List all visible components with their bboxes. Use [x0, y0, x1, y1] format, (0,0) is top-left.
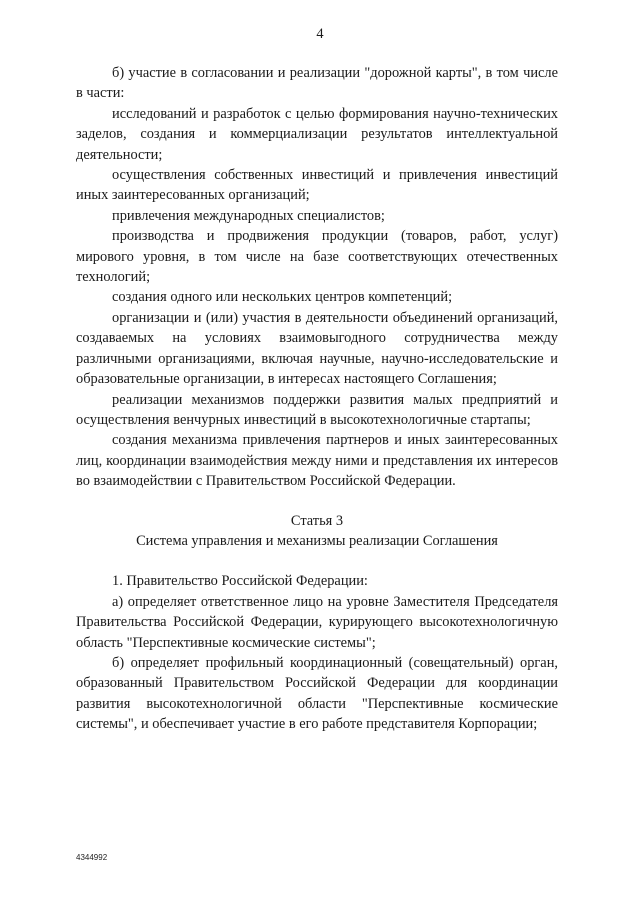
paragraph-partners: создания механизма привлечения партнеров и иных заинтересованных лиц, координации взаимодействия между ними и представления их интересов во взаимодействии с Правительством Российской Федерации.: [76, 432, 558, 490]
paragraph-production: производства и продвижения продукции (товаров, работ, услуг) мирового уровня, в том числе на базе соответствующих отечественных технологий;: [76, 228, 558, 286]
paragraph-specialists: привлечения международных специалистов;: [112, 207, 385, 224]
paragraph-b-participation: б) участие в согласовании и реализации "дорожной карты", в том числе в части:: [76, 65, 558, 102]
paragraph-b-coordination-body: б) определяет профильный координационный (совещательный) орган, образованный Правительством Российской Федерации для координации развития высокотехнологичной области "Перспективные космические системы", и обеспечивает участие в его работе представителя Корпорации;: [76, 654, 558, 733]
paragraph-research: исследований и разработок с целью формирования научно-технических заделов, создания и коммерциализации результатов интеллектуальной деятельности;: [76, 105, 558, 163]
document-code: 4344992: [76, 853, 108, 862]
paragraph-competence-centers: создания одного или нескольких центров компетенций;: [112, 289, 453, 306]
page-number: 4: [316, 26, 324, 42]
paragraph-government: 1. Правительство Российской Федерации:: [112, 573, 368, 590]
paragraph-small-business: реализации механизмов поддержки развития малых предприятий и осуществления венчурных инвестиций в высокотехнологичные стартапы;: [76, 391, 558, 428]
article-title: Система управления и механизмы реализации Соглашения: [136, 532, 498, 549]
document-body: [76, 63, 558, 735]
paragraph-a-responsible-person: а) определяет ответственное лицо на уровне Заместителя Председателя Правительства Российской Федерации, курирующего высокотехнологичную область "Перспективные космические системы";: [76, 593, 558, 651]
paragraph-investments: осуществления собственных инвестиций и привлечения инвестиций иных заинтересованных организаций;: [76, 167, 558, 204]
article-number: Статья 3: [290, 512, 344, 529]
paragraph-associations: организации и (или) участия в деятельности объединений организаций, создаваемых на условиях взаимовыгодного сотрудничества между различными организациями, включая научные, научно-исследовательские и образовательные организации, в интересах настоящего Соглашения;: [76, 309, 558, 388]
